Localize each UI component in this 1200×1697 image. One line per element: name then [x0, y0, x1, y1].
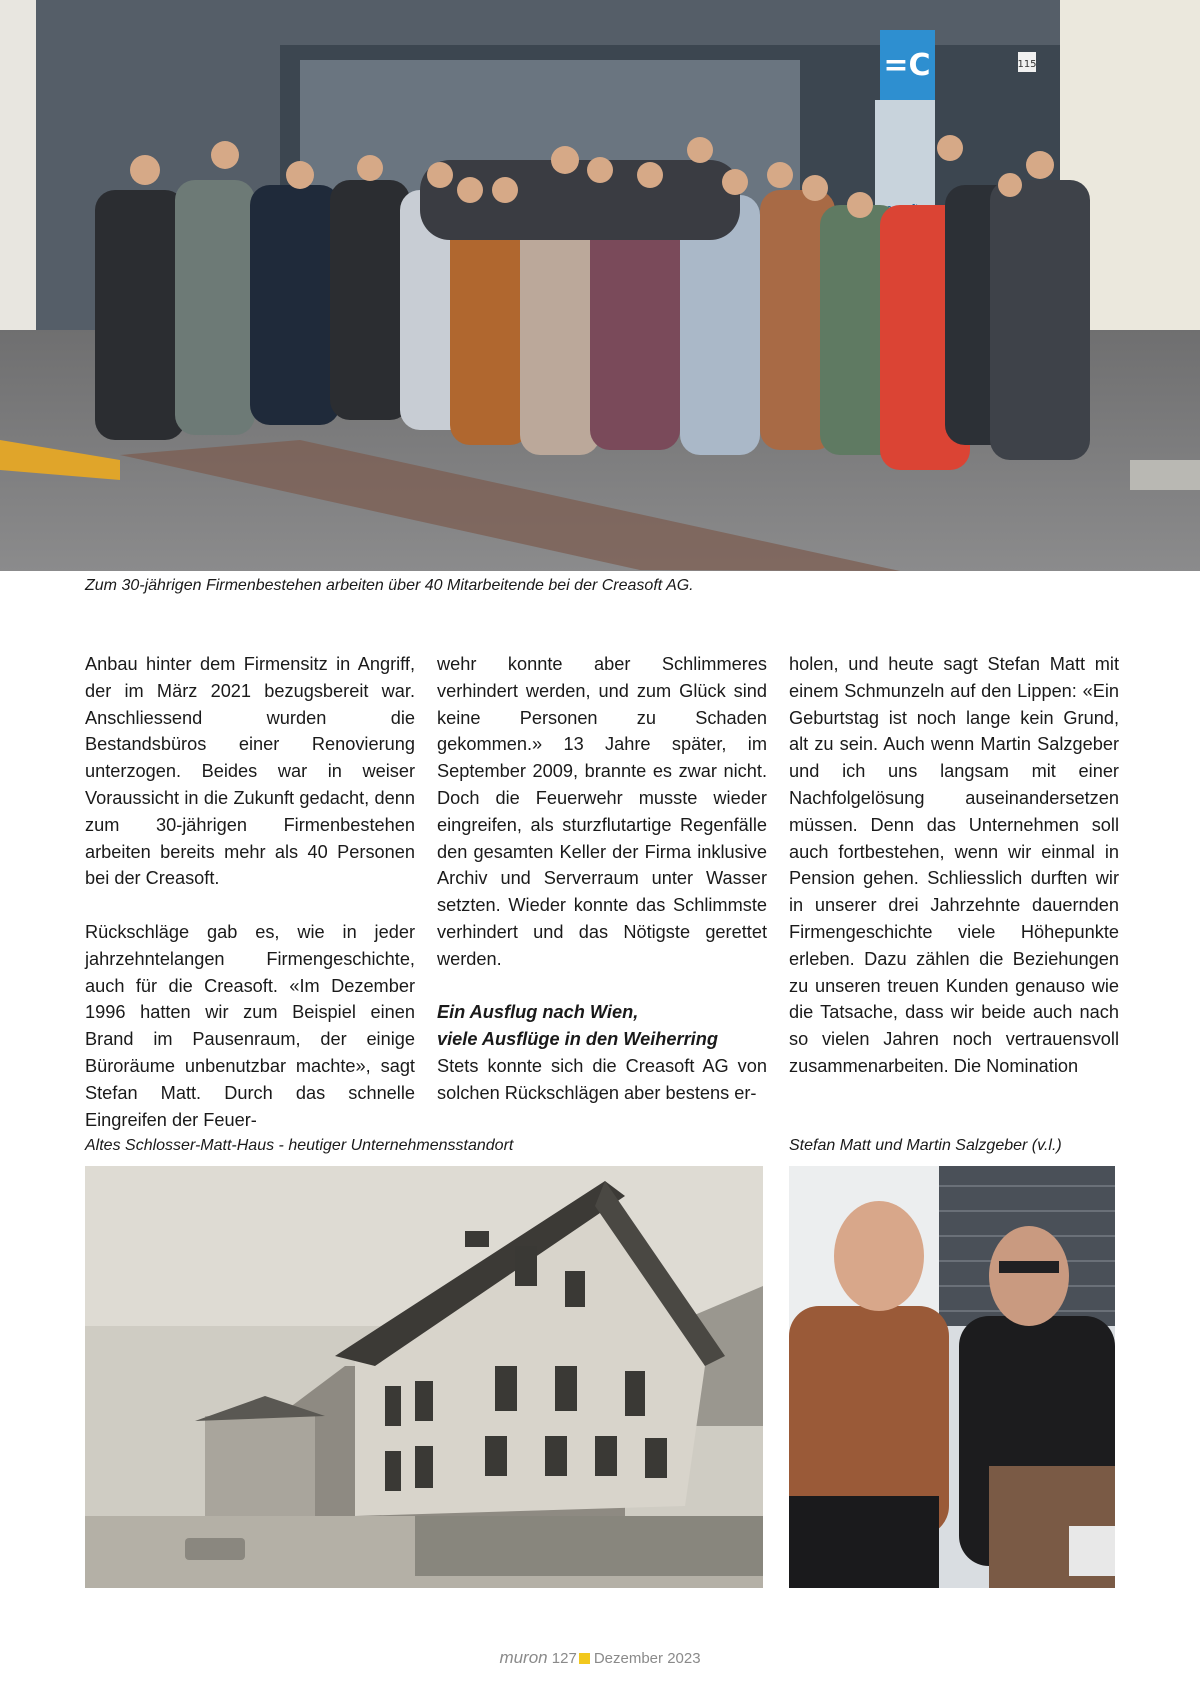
- page-footer: [0, 1648, 1200, 1668]
- subheading: [437, 999, 767, 1053]
- yellow-square-icon: [579, 1653, 590, 1664]
- portrait-caption: Stefan Matt und Martin Salzgeber (v.l.): [789, 1137, 1062, 1154]
- issue-date: Dezember 2023: [593, 1650, 701, 1667]
- founders-portrait-photo: [789, 1166, 1115, 1588]
- subheading-line: viele Ausflüge in den Weiherring: [437, 1029, 718, 1050]
- sign-logo: =C: [883, 48, 931, 83]
- house-number: 115: [1017, 59, 1037, 70]
- subheading-line: Ein Ausflug nach Wien,: [437, 1002, 639, 1023]
- historic-house-photo: [85, 1166, 763, 1588]
- article-column-1: [85, 651, 415, 1133]
- house-caption: Altes Schlosser-Matt-Haus - heutiger Unternehmensstandort: [85, 1137, 514, 1154]
- issue-number: 127: [551, 1650, 577, 1667]
- team-photo: [0, 0, 1200, 571]
- paragraph: Anbau hinter dem Firmensitz in Angriff, der im März 2021 bezugsbereit war. Anschliessend wurden die Bestandsbüros einer Renovierung unterzogen. Beides war in weiser Voraussicht in die Zukunft gedacht, denn zum 30-jährigen Firmenbestehen arbeiten bereits mehr als 40 Personen bei der Creasoft.: [85, 654, 415, 889]
- magazine-brand: muron: [499, 1648, 548, 1667]
- article-column-2: [437, 651, 767, 1107]
- hero-caption: Zum 30-jährigen Firmenbestehen arbeiten über 40 Mitarbeitende bei der Creasoft AG.: [85, 577, 694, 594]
- paragraph: Rückschläge gab es, wie in jeder jahrzehntelangen Firmengeschichte, auch für die Creasoft. «Im Dezember 1996 hatten wir zum Beispiel einen Brand im Pausenraum, der einige Büroräume unbenutzbar machte», sagt Stefan Matt. Durch das schnelle Eingreifen der Feuer-: [85, 921, 415, 1130]
- article-column-3: [789, 651, 1119, 1080]
- paragraph: holen, und heute sagt Stefan Matt mit einem Schmunzeln auf den Lippen: «Ein Geburtstag ist noch lange kein Grund, alt zu sein. Auch wenn Martin Salzgeber und ich uns langsam mit einer Nachfolgelösung auseinandersetzen müssen. Denn das Unternehmen soll auch fortbestehen, wenn wir einmal in Pension gehen. Schliesslich durften wir in unserer drei Jahrzehnte dauernden Firmengeschichte viele Höhepunkte erleben. Dazu zählen die Beziehungen zu unseren treuen Kunden genauso wie die Tatsache, dass wir beide auch nach so vielen Jahren noch vertrauensvoll zusammenarbeiten. Die Nomination: [789, 654, 1119, 1076]
- paragraph: Stets konnte sich die Creasoft AG von solchen Rückschlägen aber bestens er-: [437, 1055, 767, 1103]
- paragraph: wehr konnte aber Schlimmeres verhindert werden, und zum Glück sind keine Personen zu Schaden gekommen.» 13 Jahre später, im September 2009, brannte es zwar nicht. Doch die Feuerwehr musste wieder eingreifen, als sturzflutartige Regenfälle den gesamten Keller der Firma inklusive Archiv und Serverraum unter Wasser setzten. Wieder konnte das Schlimmste verhindert und das Nötigste gerettet werden.: [437, 654, 767, 969]
